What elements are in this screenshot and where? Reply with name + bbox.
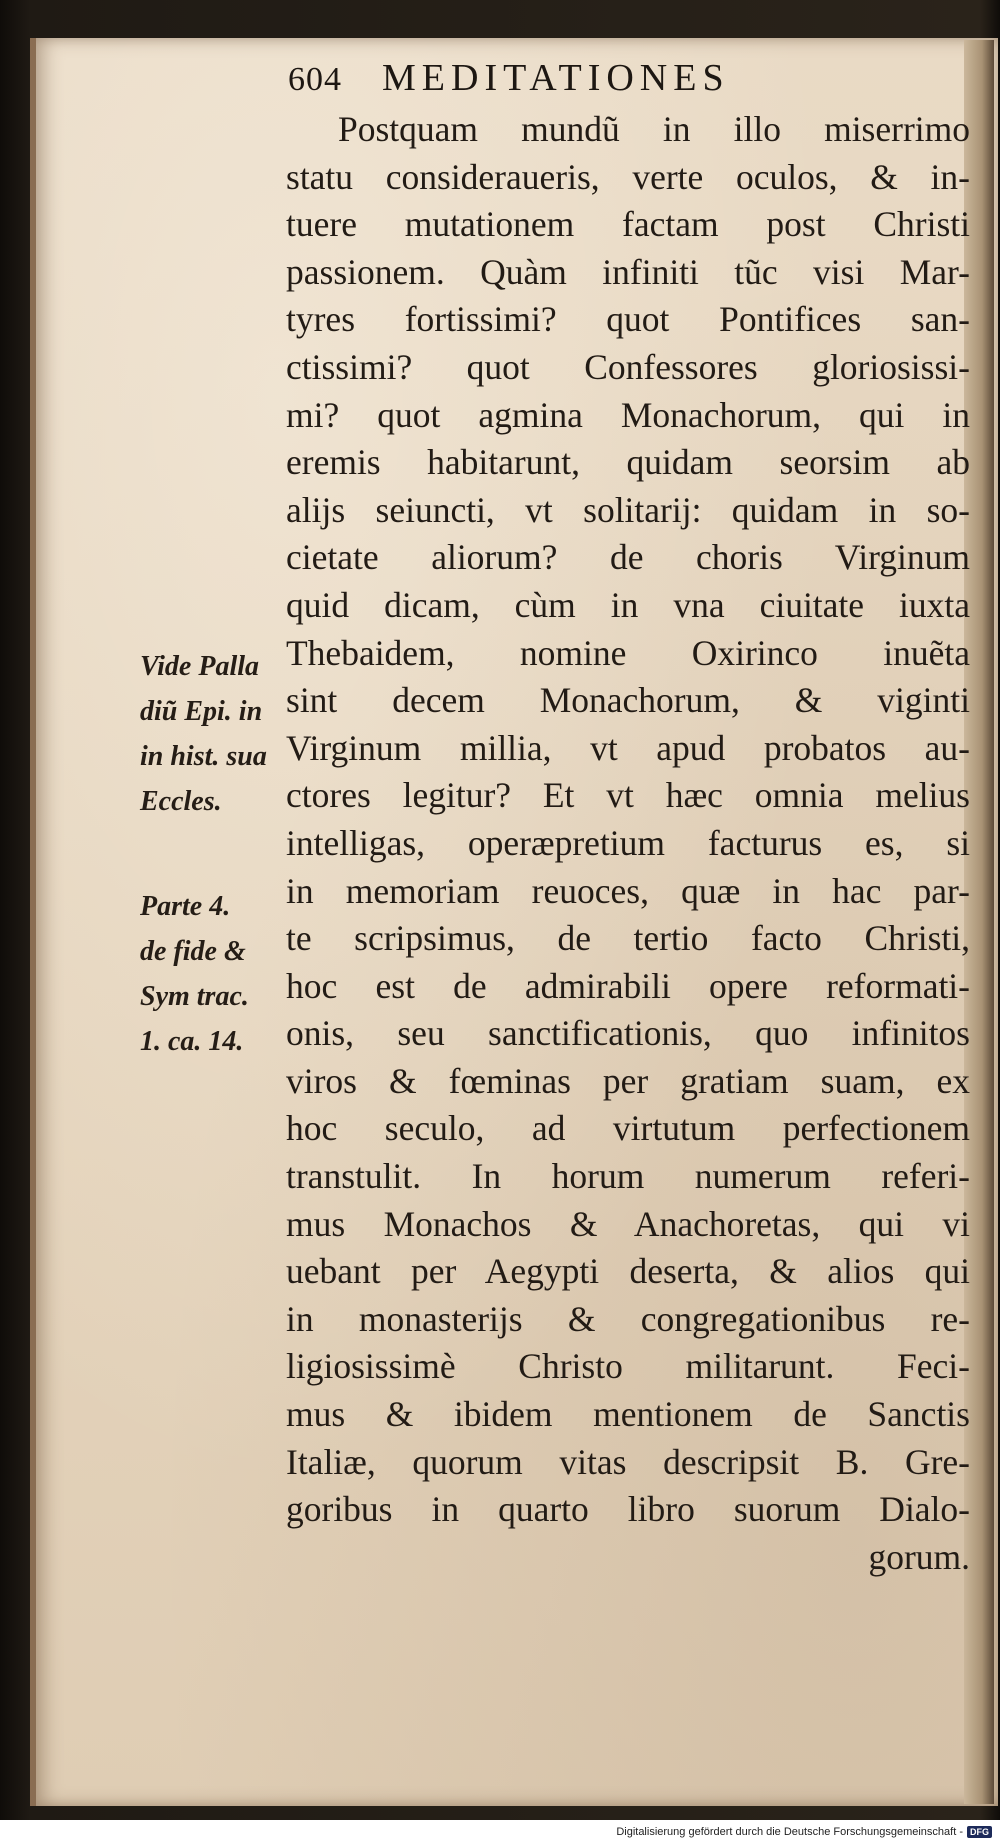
marginal-note-line: Parte 4. (140, 891, 231, 922)
text-line: viros & fœminas per gratiam suam, ex (286, 1060, 970, 1101)
dfg-logo-icon: DFG (967, 1826, 992, 1838)
text-line: mi? quot agmina Monachorum, qui in (286, 394, 970, 435)
text-line: tyres fortissimi? quot Pontifices san- (286, 299, 970, 340)
text-line: uebant per Aegypti deserta, & alios qui (286, 1251, 970, 1292)
text-line: transtulit. In horum numerum referi- (286, 1156, 970, 1197)
text-line: sint decem Monachorum, & viginti (286, 680, 970, 721)
page-header (288, 56, 978, 112)
text-line: ligiosissimè Christo militarunt. Feci- (286, 1346, 970, 1387)
marginal-note-line: Eccles. (140, 786, 222, 817)
marginal-note-line: diũ Epi. in (140, 696, 263, 727)
text-line: goribus in quarto libro suorum Dialo- (286, 1489, 970, 1530)
text-line: cietate aliorum? de choris Virginum (286, 537, 970, 578)
main-text-block (286, 106, 970, 1581)
text-line: hoc est de admirabili opere reformati- (286, 965, 970, 1006)
text-line: alijs seiuncti, vt solitarij: quidam in so- (286, 489, 970, 530)
page-number: 604 (288, 61, 342, 98)
marginal-note-line: Vide Palla (140, 651, 259, 682)
marginal-note-palladius (140, 644, 280, 824)
text-line: statu consideraueris, verte oculos, & in- (286, 156, 970, 197)
digitization-footer (0, 1820, 1000, 1843)
text-line: te scripsimus, de tertio facto Christi, (286, 918, 970, 959)
marginal-note-line: in hist. sua (140, 741, 267, 772)
text-line: eremis habitarunt, quidam seorsim ab (286, 442, 970, 483)
text-line: gorum. (868, 1536, 970, 1577)
text-line: Italiæ, quorum vitas descripsit B. Gre- (286, 1441, 970, 1482)
text-line: in monasterijs & congregationibus re- (286, 1298, 970, 1339)
text-line: intelligas, operæpretium facturus es, si (286, 822, 970, 863)
text-line: ctissimi? quot Confessores gloriosissi- (286, 346, 970, 387)
text-line: Thebaidem, nomine Oxirinco inuẽta (286, 632, 970, 673)
text-line: passionem. Quàm infiniti tũc visi Mar- (286, 251, 970, 292)
text-line: onis, seu sanctificationis, quo infinitos (286, 1013, 970, 1054)
text-line: mus Monachos & Anachoretas, qui vi (286, 1203, 970, 1244)
marginal-note-parte (140, 884, 280, 1064)
text-line: hoc seculo, ad virtutum perfectionem (286, 1108, 970, 1149)
funding-credit: Digitalisierung gefördert durch die Deutsche Forschungsgemeinschaft - (616, 1825, 963, 1838)
text-line: tuere mutationem factam post Christi (286, 204, 970, 245)
text-line: quid dicam, cùm in vna ciuitate iuxta (286, 584, 970, 625)
text-line: ctores legitur? Et vt hæc omnia melius (286, 775, 970, 816)
text-line: in memoriam reuoces, quæ in hac par- (286, 870, 970, 911)
marginal-note-line: Sym trac. (140, 981, 249, 1012)
marginal-note-line: de fide & (140, 936, 246, 967)
text-line: Virginum millia, vt apud probatos au- (286, 727, 970, 768)
marginal-note-line: 1. ca. 14. (140, 1026, 244, 1057)
text-line: mus & ibidem mentionem de Sanctis (286, 1394, 970, 1435)
running-title: MEDITATIONES (382, 57, 730, 99)
text-line: Postquam mundũ in illo miserrimo (338, 109, 970, 149)
